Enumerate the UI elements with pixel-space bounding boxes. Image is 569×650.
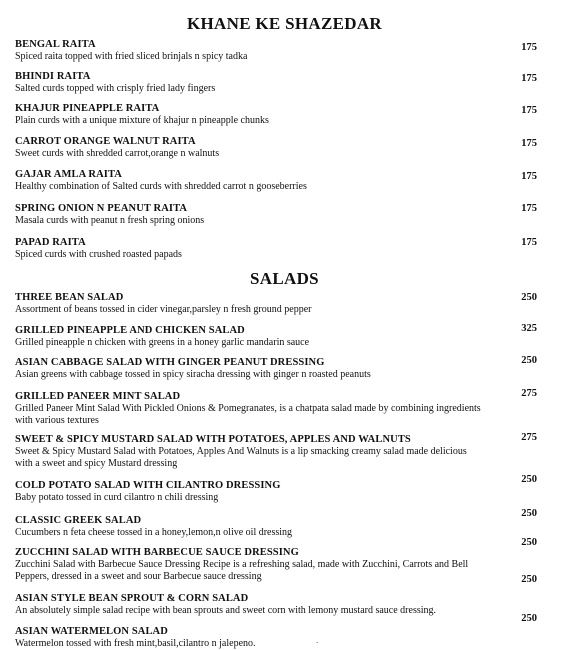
item-price: 275 (521, 432, 537, 443)
item-desc: Plain curds with a unique mixture of khajur n pineapple chunks (15, 115, 269, 126)
item-desc: Zucchini Salad with Barbecue Sauce Dressing Recipe is a refreshing salad, made with Zucchini, Carrots and Bell Peppers, dressed in a sweet and sour Barbecue sauce dressing (15, 559, 469, 582)
section-title-salads: SALADS (250, 269, 319, 288)
menu-item-papad-raita (15, 237, 555, 261)
item-name: SWEET & SPICY MUSTARD SALAD WITH POTATOES, APPLES AND WALNUTS (15, 434, 411, 445)
menu-item-three-bean-salad (15, 292, 555, 316)
menu-item-spring-onion-peanut-raita (15, 203, 555, 227)
item-price: 175 (521, 171, 537, 182)
item-name: ASIAN CABBAGE SALAD WITH GINGER PEANUT DRESSING (15, 357, 325, 368)
item-name: KHAJUR PINEAPPLE RAITA (15, 103, 160, 114)
item-price: 250 (521, 613, 537, 624)
menu-item-sweet-spicy-mustard-salad (15, 434, 555, 469)
item-desc: Asian greens with cabbage tossed in spicy siracha dressing with ginger n roasted peanuts (15, 369, 371, 380)
item-name: ASIAN WATERMELON SALAD (15, 626, 168, 637)
scan-mark: . (316, 635, 319, 645)
item-name: BHINDI RAITA (15, 71, 91, 82)
menu-item-grilled-paneer-mint-salad (15, 391, 555, 426)
item-price: 250 (521, 508, 537, 519)
item-name: GRILLED PANEER MINT SALAD (15, 391, 181, 402)
item-desc: Spiced raita topped with fried sliced brinjals n spicy tadka (15, 51, 248, 62)
item-price: 250 (521, 292, 537, 303)
item-price: 175 (521, 237, 537, 248)
item-desc: Healthy combination of Salted curds with shredded carrot n gooseberries (15, 181, 307, 192)
item-price: 175 (521, 105, 537, 116)
item-price: 275 (521, 388, 537, 399)
item-price: 250 (521, 574, 537, 585)
item-desc: An absolutely simple salad recipe with bean sprouts and sweet corn with lemony mustard sauce dressing. (15, 605, 437, 616)
menu-item-gajar-amla-raita (15, 169, 555, 193)
item-price: 250 (521, 355, 537, 366)
item-name: GAJAR AMLA RAITA (15, 169, 122, 180)
item-price: 250 (521, 537, 537, 548)
menu-item-asian-watermelon-salad (15, 626, 555, 650)
menu-item-khajur-pineapple-raita (15, 103, 555, 127)
item-desc: Spiced curds with crushed roasted papads (15, 249, 182, 260)
item-desc: Sweet curds with shredded carrot,orange n walnuts (15, 148, 220, 159)
item-desc: Masala curds with peanut n fresh spring onions (15, 215, 205, 226)
item-desc: Watermelon tossed with fresh mint,basil,cilantro n jalepeno. (15, 638, 256, 649)
item-desc: Sweet & Spicy Mustard Salad with Potatoes, Apples And Walnuts is a lip smacking creamy salad made delicious with a sweet and spicy Mustard dressing (15, 446, 467, 469)
menu-item-classic-greek-salad (15, 515, 555, 539)
section-title-raita: KHANE KE SHAZEDAR (187, 14, 382, 33)
menu-item-zucchini-salad (15, 547, 555, 582)
item-desc: Grilled Paneer Mint Salad With Pickled Onions & Pomegranates, is a chatpata salad made by combining ingredients with various textures (15, 403, 481, 426)
item-price: 325 (521, 323, 537, 334)
item-desc: Salted curds topped with crisply fried lady fingers (15, 83, 216, 94)
menu-item-grilled-pineapple-chicken-salad (15, 325, 555, 349)
menu-item-asian-bean-sprout-corn-salad (15, 593, 555, 617)
item-name: COLD POTATO SALAD WITH CILANTRO DRESSING (15, 480, 281, 491)
item-name: GRILLED PINEAPPLE AND CHICKEN SALAD (15, 325, 245, 336)
item-name: CLASSIC GREEK SALAD (15, 515, 142, 526)
item-price: 175 (521, 42, 537, 53)
item-desc: Assortment of beans tossed in cider vinegar,parsley n fresh ground pepper (15, 304, 312, 315)
item-name: CARROT ORANGE WALNUT RAITA (15, 136, 196, 147)
item-name: THREE BEAN SALAD (15, 292, 124, 303)
item-desc: Cucumbers n feta cheese tossed in a honey,lemon,n olive oil dressing (15, 527, 293, 538)
item-name: ZUCCHINI SALAD WITH BARBECUE SAUCE DRESSING (15, 547, 299, 558)
item-price: 175 (521, 138, 537, 149)
item-desc: Baby potato tossed in curd cilantro n chili dressing (15, 492, 219, 503)
menu-item-asian-cabbage-salad (15, 357, 555, 381)
item-desc: Grilled pineapple n chicken with greens in a honey garlic mandarin sauce (15, 337, 310, 348)
menu-item-carrot-orange-walnut-raita (15, 136, 555, 160)
item-price: 250 (521, 474, 537, 485)
menu-item-bengal-raita (15, 39, 555, 63)
item-price: 175 (521, 73, 537, 84)
menu-item-cold-potato-salad (15, 480, 555, 504)
item-price: 175 (521, 203, 537, 214)
item-name: PAPAD RAITA (15, 237, 86, 248)
menu-item-bhindi-raita (15, 71, 555, 95)
item-name: ASIAN STYLE BEAN SPROUT & CORN SALAD (15, 593, 249, 604)
item-name: SPRING ONION N PEANUT RAITA (15, 203, 188, 214)
item-name: BENGAL RAITA (15, 39, 96, 50)
